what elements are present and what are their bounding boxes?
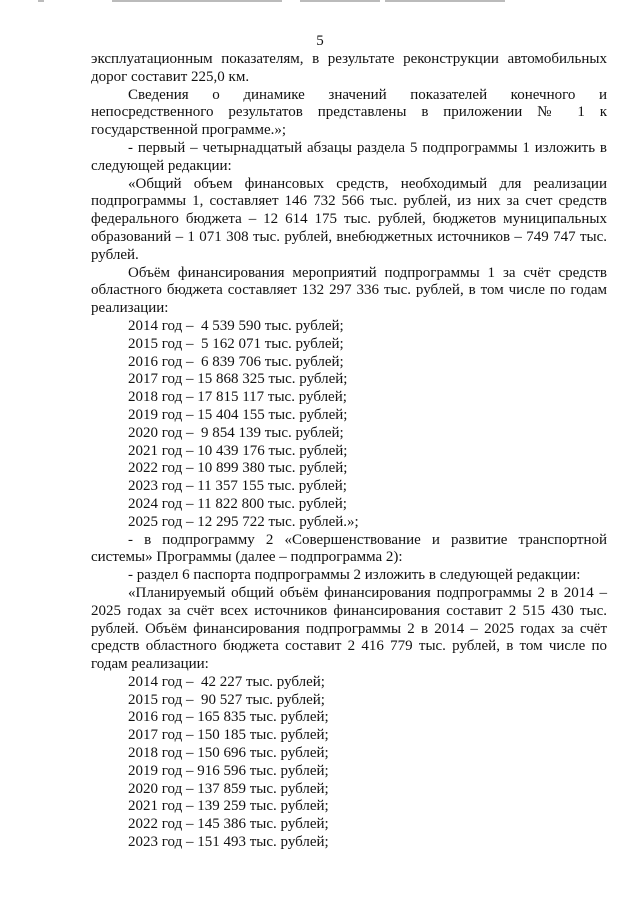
yearly-financing-list-sub2 bbox=[91, 674, 607, 852]
paragraph-amendment-section6: - раздел 6 паспорта подпрограммы 2 изложить в следующей редакции: bbox=[128, 567, 581, 584]
paragraph-subprogram2-intro: - в подпрограмму 2 «Совершенствование и развитие транспортной системы» Программы (далее – подпрограмма 2): bbox=[91, 531, 607, 566]
year-financing-line: 2015 год – 90 527 тыс. рублей; bbox=[128, 691, 325, 708]
year-financing-line: 2023 год – 11 357 155 тыс. рублей; bbox=[128, 478, 347, 495]
year-financing-line: 2024 год – 11 822 800 тыс. рублей; bbox=[128, 495, 347, 512]
scan-edge-marks bbox=[0, 0, 640, 3]
year-financing-line: 2025 год – 12 295 722 тыс. рублей.»; bbox=[128, 513, 359, 530]
year-financing-line: 2018 год – 150 696 тыс. рублей; bbox=[128, 745, 329, 762]
year-financing-line: 2014 год – 42 227 тыс. рублей; bbox=[128, 673, 325, 690]
paragraph-amendment-section5: - первый – четырнадцатый абзацы раздела 5 подпрограммы 1 изложить в следующей редакции: bbox=[91, 139, 607, 174]
year-financing-line: 2018 год – 17 815 117 тыс. рублей; bbox=[128, 389, 347, 406]
year-financing-line: 2022 год – 10 899 380 тыс. рублей; bbox=[128, 460, 348, 477]
paragraph-svedeniya: Сведения о динамике значений показателей конечного и непосредственного результатов представлены в приложении № 1 к государственной программе.»; bbox=[91, 86, 607, 139]
year-financing-line: 2017 год – 150 185 тыс. рублей; bbox=[128, 727, 329, 744]
year-financing-line: 2020 год – 137 859 тыс. рублей; bbox=[128, 780, 329, 797]
paragraph-total-financing-sub1: «Общий объем финансовых средств, необходимый для реализации подпрограммы 1, составляет 146 732 566 тыс. рублей, из них за счет средств федерального бюджета – 12 614 175 тыс. рублей, бюджетов муниципальных образований – 1 071 308 тыс. рублей, внебюджетных источников – 749 747 тыс. рублей. bbox=[91, 175, 607, 263]
document-body bbox=[91, 51, 607, 852]
year-financing-line: 2021 год – 139 259 тыс. рублей; bbox=[128, 798, 329, 815]
year-financing-line: 2016 год – 6 839 706 тыс. рублей; bbox=[128, 353, 344, 370]
yearly-financing-list-sub1 bbox=[91, 318, 607, 532]
paragraph-continuation: эксплуатационным показателям, в результате реконструкции автомобильных дорог составит 225,0 км. bbox=[91, 51, 607, 85]
year-financing-line: 2019 год – 15 404 155 тыс. рублей; bbox=[128, 406, 348, 423]
year-financing-line: 2022 год – 145 386 тыс. рублей; bbox=[128, 816, 329, 833]
page-number: 5 bbox=[316, 33, 324, 49]
year-financing-line: 2019 год – 916 596 тыс. рублей; bbox=[128, 762, 329, 779]
year-financing-line: 2016 год – 165 835 тыс. рублей; bbox=[128, 709, 329, 726]
year-financing-line: 2021 год – 10 439 176 тыс. рублей; bbox=[128, 442, 348, 459]
year-financing-line: 2017 год – 15 868 325 тыс. рублей; bbox=[128, 371, 348, 388]
paragraph-planned-financing-sub2: «Планируемый общий объём финансирования подпрограммы 2 в 2014 – 2025 годах за счёт всех источников финансирования составит 2 515 430 тыс. рублей. Объём финансирования подпрограммы 2 в 2014 – 2025 годах за счёт средств областного бюджета составит 2 416 779 тыс. рублей, в том числе по годам реализации: bbox=[91, 584, 607, 673]
year-financing-line: 2015 год – 5 162 071 тыс. рублей; bbox=[128, 335, 344, 352]
year-financing-line: 2023 год – 151 493 тыс. рублей; bbox=[128, 834, 329, 851]
year-financing-line: 2014 год – 4 539 590 тыс. рублей; bbox=[128, 317, 344, 334]
year-financing-line: 2020 год – 9 854 139 тыс. рублей; bbox=[128, 424, 344, 441]
paragraph-regional-budget-sub1: Объём финансирования мероприятий подпрограммы 1 за счёт средств областного бюджета составляет 132 297 336 тыс. рублей, в том числе по годам реализации: bbox=[91, 264, 607, 317]
